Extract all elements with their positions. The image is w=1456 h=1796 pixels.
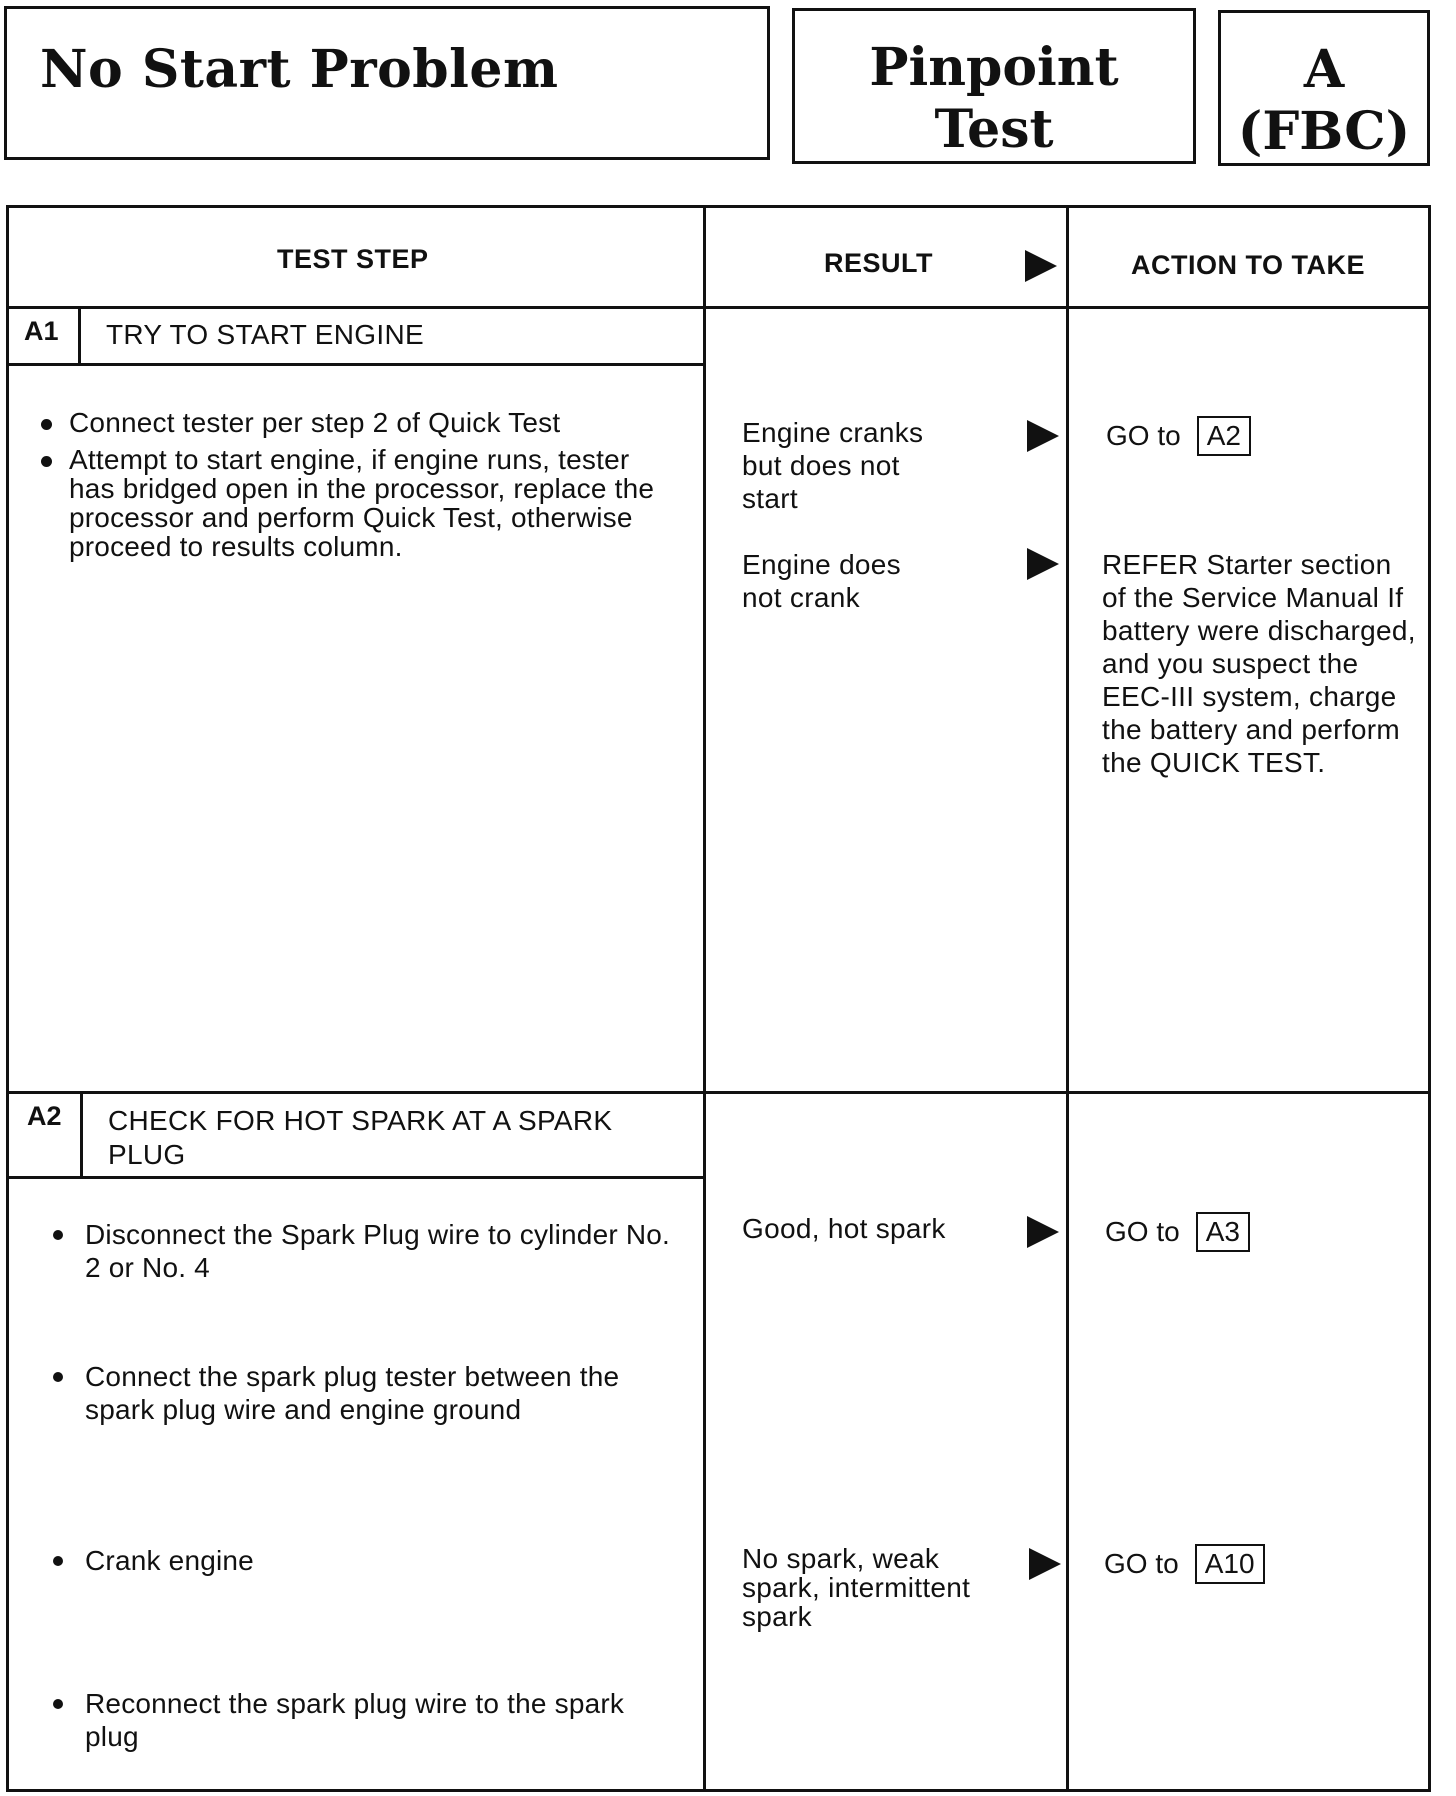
step-a2-title-divider [9, 1176, 703, 1179]
right-triangle-arrow-icon [1027, 420, 1059, 452]
instruction-item: Crank engine [49, 1544, 685, 1577]
step-a1-instructions [37, 408, 677, 569]
result-a2-2: No spark, weak spark, intermittent spark [742, 1543, 971, 1632]
step-a2-id-divider [80, 1091, 83, 1177]
goto-label: GO to [1104, 1548, 1179, 1579]
column-divider-1 [703, 208, 706, 1790]
step-divider [9, 1091, 1431, 1094]
step-a1-title-divider [9, 363, 703, 366]
page-title: No Start Problem [40, 39, 559, 100]
step-ref-a2[interactable]: A2 [1197, 416, 1251, 456]
instruction-item: Connect the spark plug tester between the spark plug wire and engine ground [49, 1360, 685, 1426]
right-triangle-arrow-icon [1029, 1548, 1061, 1580]
step-id-a1: A1 [24, 316, 59, 346]
instruction-item: Attempt to start engine, if engine runs, tester has bridged open in the processor, replace the processor and perform Quick Test, otherwise proceed to results column. [37, 445, 677, 561]
pinpoint-table [6, 205, 1431, 1792]
instruction-item: Connect tester per step 2 of Quick Test [37, 408, 677, 437]
column-header-test-step: TEST STEP [277, 244, 429, 274]
step-ref-a3[interactable]: A3 [1196, 1212, 1250, 1252]
result-a1-2: Engine does not crank [742, 549, 901, 613]
right-triangle-arrow-icon [1025, 250, 1057, 282]
goto-label: GO to [1105, 1216, 1180, 1247]
right-triangle-arrow-icon [1027, 1216, 1059, 1248]
test-code-line2: (FBC) [1237, 101, 1411, 162]
test-code-box [1218, 10, 1430, 166]
instruction-item: Disconnect the Spark Plug wire to cylinder No. 2 or No. 4 [49, 1218, 685, 1284]
test-type-line2: Test [934, 99, 1054, 160]
goto-label: GO to [1106, 420, 1181, 451]
column-header-result: RESULT [824, 248, 933, 278]
test-type-line1: Pinpoint [869, 37, 1119, 98]
right-triangle-arrow-icon [1027, 548, 1059, 580]
action-a1-2: REFER Starter section of the Service Manual If battery were discharged, and you suspect the EEC-III system, charge the battery and perform the QUICK TEST. [1102, 549, 1416, 778]
action-a2-2 [1104, 1544, 1265, 1584]
result-a1-1: Engine cranks but does not start [742, 417, 924, 514]
step-a1-id-divider [78, 306, 81, 364]
action-a1-1 [1106, 416, 1251, 456]
instruction-item: Reconnect the spark plug wire to the spark plug [49, 1687, 685, 1753]
step-id-a2: A2 [27, 1101, 62, 1131]
step-ref-a10[interactable]: A10 [1195, 1544, 1265, 1584]
test-type-box [792, 8, 1196, 164]
step-title-a2: CHECK FOR HOT SPARK AT A SPARK PLUG [108, 1105, 613, 1170]
test-code-line1: A [1303, 39, 1345, 100]
test-type-label [795, 37, 1193, 161]
column-header-action: ACTION TO TAKE [1131, 250, 1365, 280]
action-a2-1 [1105, 1212, 1250, 1252]
header-row-divider [9, 306, 1431, 309]
step-title-a1: TRY TO START ENGINE [106, 319, 424, 350]
result-a2-1: Good, hot spark [742, 1213, 946, 1244]
test-code-label [1221, 39, 1427, 163]
title-box [4, 6, 770, 160]
column-divider-2 [1066, 208, 1069, 1790]
